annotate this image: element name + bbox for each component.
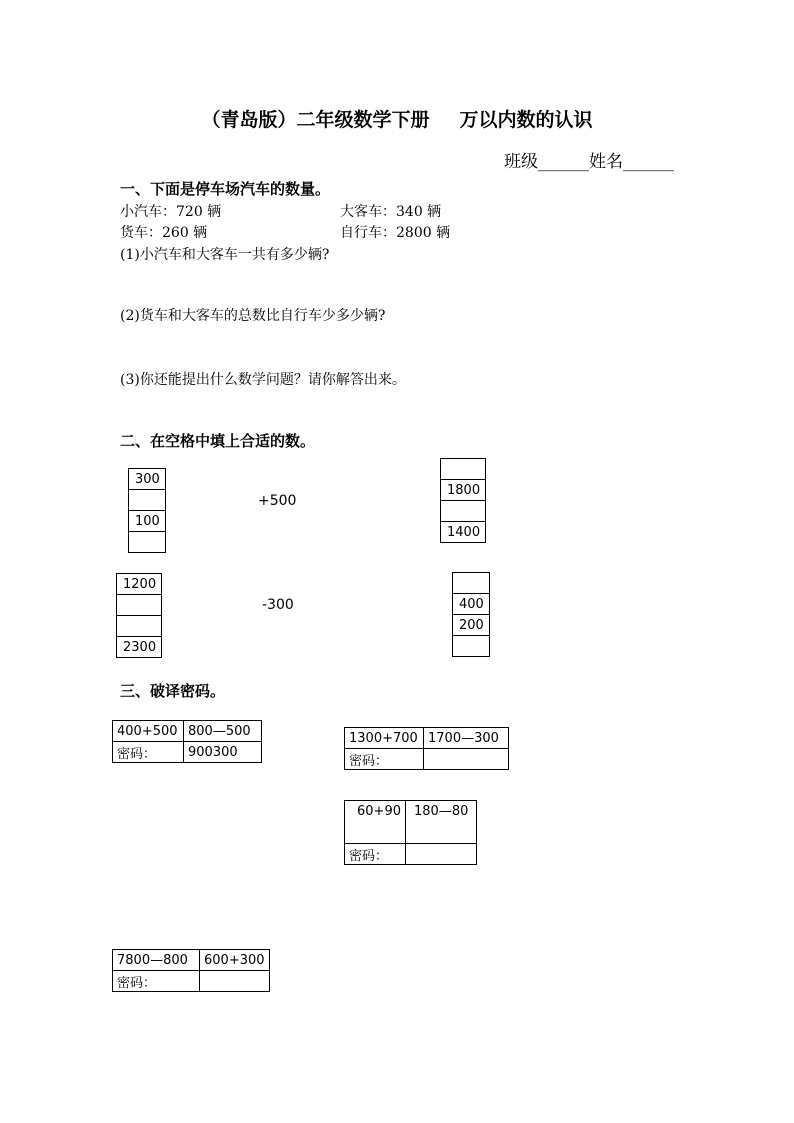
code-table-2 — [344, 727, 509, 770]
operation-add: +500 — [258, 493, 297, 509]
truck-count: 货车：260 辆 — [120, 225, 208, 241]
section2-heading: 二、在空格中填上合适的数。 — [120, 432, 316, 450]
blank-cell[interactable] — [117, 595, 162, 616]
cell: 2300 — [117, 637, 162, 658]
number-column-b — [440, 458, 486, 543]
operation-subtract: -300 — [262, 597, 294, 613]
title-right: 万以内数的认识 — [459, 109, 593, 131]
expression: 180—80 — [406, 801, 477, 844]
expression: 1300+700 — [345, 728, 424, 749]
expression: 600+300 — [200, 950, 270, 971]
number-column-a — [128, 468, 166, 553]
section3-heading: 三、破译密码。 — [120, 682, 226, 700]
expression: 1700—300 — [424, 728, 509, 749]
code-label: 密码： — [345, 749, 424, 770]
code-answer[interactable]: 900300 — [184, 742, 262, 763]
code-table-3 — [344, 800, 477, 865]
expression: 400+500 — [113, 721, 184, 742]
code-table-4 — [112, 949, 270, 992]
cell: 400 — [453, 594, 490, 615]
code-label: 密码： — [113, 971, 200, 992]
blank-cell[interactable] — [117, 616, 162, 637]
expression: 800—500 — [184, 721, 262, 742]
code-table-1 — [112, 720, 262, 763]
cell: 200 — [453, 615, 490, 636]
blank-cell[interactable] — [441, 501, 486, 522]
cell: 100 — [129, 511, 166, 532]
class-name-line: 班级______姓名______ — [504, 152, 674, 172]
question-1: (1)小汽车和大客车一共有多少辆? — [120, 247, 330, 263]
expression: 7800—800 — [113, 950, 200, 971]
expression: 60+90 — [345, 801, 406, 844]
question-3: (3)你还能提出什么数学问题？请你解答出来。 — [120, 372, 406, 388]
code-label: 密码： — [113, 742, 184, 763]
number-column-c — [116, 573, 162, 658]
bus-count: 大客车：340 辆 — [340, 204, 442, 220]
cell: 1800 — [441, 480, 486, 501]
car-count: 小汽车：720 辆 — [120, 204, 222, 220]
title-left: （青岛版）二年级数学下册 — [201, 109, 430, 131]
code-answer[interactable] — [406, 844, 477, 865]
blank-cell[interactable] — [453, 573, 490, 594]
code-answer[interactable] — [200, 971, 270, 992]
cell: 1200 — [117, 574, 162, 595]
number-column-d — [452, 572, 490, 657]
blank-cell[interactable] — [453, 636, 490, 657]
blank-cell[interactable] — [129, 532, 166, 553]
blank-cell[interactable] — [441, 459, 486, 480]
question-2: (2)货车和大客车的总数比自行车少多少辆? — [120, 308, 386, 324]
cell: 300 — [129, 469, 166, 490]
page-title — [0, 105, 794, 132]
section1-heading: 一、下面是停车场汽车的数量。 — [120, 180, 331, 198]
cell: 1400 — [441, 522, 486, 543]
bike-count: 自行车：2800 辆 — [340, 225, 451, 241]
code-answer[interactable] — [424, 749, 509, 770]
code-label: 密码： — [345, 844, 406, 865]
blank-cell[interactable] — [129, 490, 166, 511]
